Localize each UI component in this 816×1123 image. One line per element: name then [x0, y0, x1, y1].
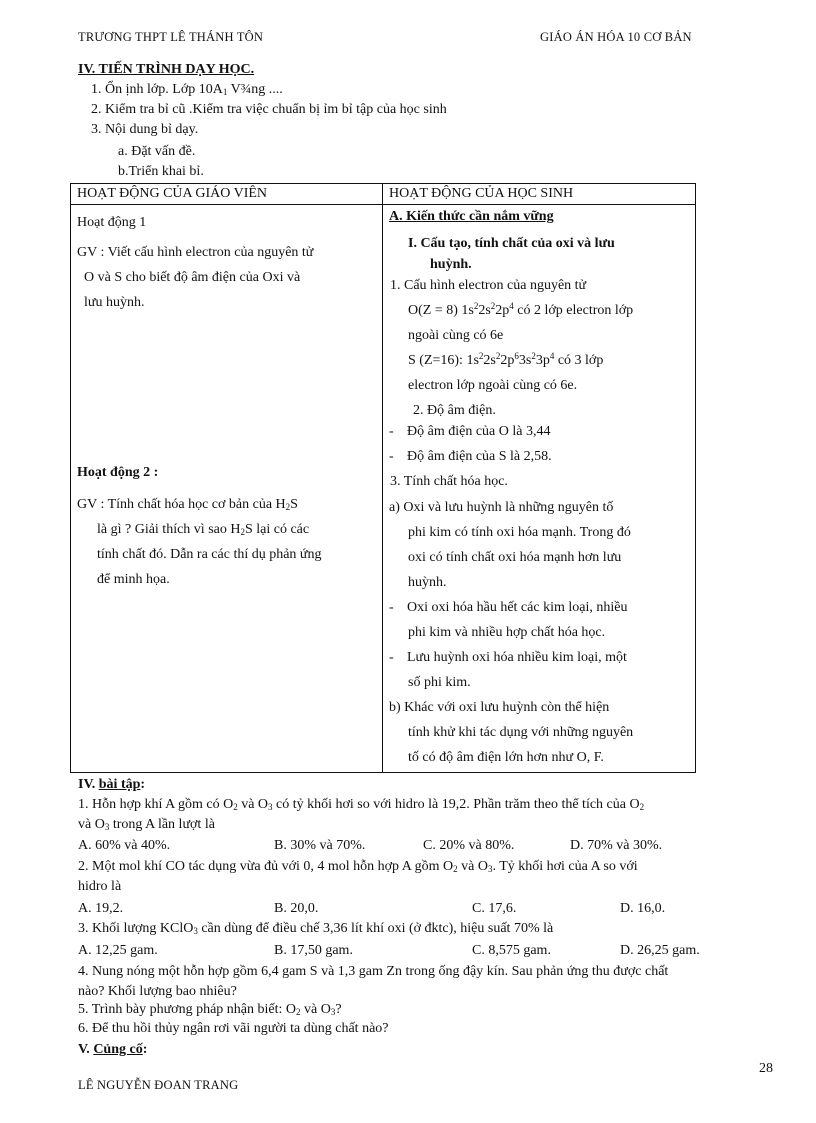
- question-1: 1. Hỗn hợp khí A gồm có $O_2$ và $O_3$ có tỷ khối hơi so với hidro là 19,2. Phần trăm theo thể tích của $O_2$: [78, 797, 645, 812]
- student-text: phi kim có tính oxi hóa mạnh. Trong đó: [408, 525, 631, 540]
- student-text: 1. Cấu hình electron của nguyên tử: [390, 278, 587, 293]
- student-text: electron lớp ngoài cùng có 6e.: [408, 378, 578, 393]
- student-heading: huỳnh.: [430, 257, 472, 272]
- student-text: - Lưu huỳnh oxi hóa nhiều kim loại, một: [389, 650, 627, 665]
- answer-option: D. 70% và 30%.: [570, 838, 663, 853]
- answer-option: D. 16,0.: [620, 901, 666, 916]
- student-text: tố có độ âm điện lớn hơn như O, F.: [408, 750, 604, 765]
- footer-author: LÊ NGUYỄN ĐOAN TRANG: [78, 1078, 239, 1092]
- student-text: - Độ âm điện của O là 3,44: [389, 424, 551, 439]
- answer-option: A. 12,25 gam.: [78, 943, 158, 958]
- list-item: b.Triển khai bỉ.: [118, 164, 204, 179]
- student-text: tính khử khi tác dụng với những nguyên: [408, 725, 634, 740]
- question-4-cont: nào? Khối lượng bao nhiêu?: [78, 984, 237, 999]
- header-school: TRƯƠNG THPT LÊ THÁNH TÔN: [78, 30, 264, 44]
- student-text: 3. Tính chất hóa học.: [390, 474, 508, 489]
- question-1-cont: và $O_3$ trong A lần lượt là: [78, 817, 215, 832]
- teacher-text: O và S cho biết độ âm điện của Oxi và: [84, 270, 301, 285]
- table-header-teacher: HOẠT ĐỘNG CỦA GIÁO VIÊN: [77, 186, 268, 201]
- student-heading: I. Cấu tạo, tính chất của oxi và lưu: [408, 236, 615, 251]
- section-title: IV. TIẾN TRÌNH DẠY HỌC.: [78, 62, 255, 77]
- question-6: 6. Để thu hồi thủy ngân rơi vãi người ta dùng chất nào?: [78, 1021, 389, 1036]
- teacher-text: lưu huỳnh.: [84, 295, 145, 310]
- student-formula: S (Z=16): $1s^22s^22p^63s^23p^4$ có 3 lớp: [408, 351, 604, 368]
- header-subject: GIÁO ÁN HÓA 10 CƠ BẢN: [540, 30, 692, 44]
- teacher-text: là gì ? Giải thích vì sao $H_2S$ lại có các: [97, 522, 310, 537]
- page-number: 28: [759, 1061, 773, 1076]
- teacher-text: để minh họa.: [97, 572, 170, 587]
- student-text: số phi kim.: [408, 675, 471, 690]
- question-4: 4. Nung nóng một hỗn hợp gồm 6,4 gam S và 1,3 gam Zn trong ống đậy kín. Sau phản ứng thu được chất: [78, 964, 669, 979]
- answer-option: C. 17,6.: [472, 901, 517, 916]
- student-section-a: A. Kiến thức cần nắm vững: [389, 209, 554, 224]
- question-5: 5. Trình bày phương pháp nhận biết: $O_2$ và $O_3$?: [78, 1002, 342, 1017]
- list-item: 1. Ổn ịnh lớp. Lớp $10A_1$ V¾ng ....: [91, 82, 283, 97]
- exercises-title: IV. bài tập:: [78, 777, 146, 792]
- answer-option: B. 17,50 gam.: [274, 943, 353, 958]
- teacher-text: GV : Viết cấu hình electron của nguyên tử: [77, 245, 314, 260]
- student-text: a) Oxi và lưu huỳnh là những nguyên tố: [389, 500, 614, 515]
- section-5-title: V. Củng cố:: [78, 1042, 148, 1057]
- answer-option: C. 8,575 gam.: [472, 943, 551, 958]
- list-item: a. Đặt vấn đề.: [118, 144, 196, 159]
- question-2: 2. Một mol khí CO tác dụng vừa đủ với 0, 4 mol hỗn hợp A gồm $O_2$ và $O_3$. Tỷ khối hơi của A so với: [78, 859, 638, 874]
- activity-2-title: Hoạt động 2 :: [77, 465, 159, 480]
- question-3: 3. Khối lượng KClO$_3$ cần dùng để điều chế 3,36 lít khí oxi (ở đktc), hiệu suất 70% là: [78, 921, 554, 936]
- student-text: - Oxi oxi hóa hầu hết các kim loại, nhiều: [389, 600, 628, 615]
- answer-option: D. 26,25 gam.: [620, 943, 700, 958]
- student-text: ngoài cùng có 6e: [408, 328, 504, 343]
- student-text: oxi có tính chất oxi hóa mạnh hơn lưu: [408, 550, 622, 565]
- student-text: huỳnh.: [408, 575, 447, 590]
- student-text: - Độ âm điện của S là 2,58.: [389, 449, 552, 464]
- student-text: b) Khác với oxi lưu huỳnh còn thể hiện: [389, 700, 610, 715]
- student-text: phi kim và nhiều hợp chất hóa học.: [408, 625, 606, 640]
- question-2-cont: hidro là: [78, 879, 122, 894]
- student-text: 2. Độ âm điện.: [413, 403, 496, 418]
- answer-option: C. 20% và 80%.: [423, 838, 515, 853]
- answer-option: A. 19,2.: [78, 901, 124, 916]
- table-header-student: HOẠT ĐỘNG CỦA HỌC SINH: [389, 186, 574, 201]
- activity-1-title: Hoạt động 1: [77, 215, 147, 230]
- teacher-text: GV : Tính chất hóa học cơ bản của $H_2S$: [77, 497, 298, 512]
- answer-option: B. 30% và 70%.: [274, 838, 366, 853]
- answer-option: A. 60% và 40%.: [78, 838, 171, 853]
- student-formula: O(Z = 8) $1s^22s^22p^4$ có 2 lớp electron lớp: [408, 301, 634, 318]
- list-item: 2. Kiểm tra bỉ cũ .Kiểm tra việc chuẩn bị ỉm bỉ tập của học sinh: [91, 102, 447, 117]
- answer-option: B. 20,0.: [274, 901, 319, 916]
- list-item: 3. Nội dung bỉ dạy.: [91, 122, 199, 137]
- teacher-text: tính chất đó. Dẫn ra các thí dụ phản ứng: [97, 547, 322, 562]
